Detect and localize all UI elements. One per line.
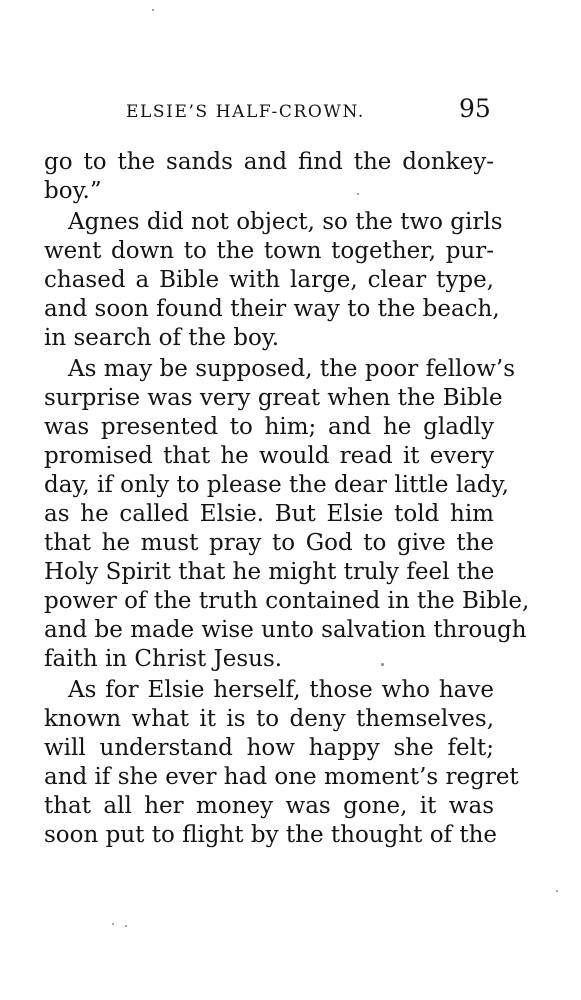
text-line: As may be supposed, the poor fellow’s <box>68 356 516 382</box>
text-line: boy.” <box>44 178 102 204</box>
page-number: 95 <box>459 94 491 123</box>
text-line: went down to the town together, pur- <box>44 238 494 264</box>
text-line: and be made wise unto salvation through <box>44 617 527 643</box>
running-title: ELSIE’S HALF-CROWN. <box>126 102 365 122</box>
text-line: will understand how happy she felt; <box>44 735 494 761</box>
scan-speck <box>556 890 558 892</box>
text-line: in search of the boy. <box>44 325 280 351</box>
paragraph-2 <box>44 208 503 353</box>
text-line: as he called Elsie. But Elsie told him <box>44 501 494 527</box>
text-line: day, if only to please the dear little lady, <box>44 472 509 498</box>
text-line: As for Elsie herself, those who have <box>68 677 494 703</box>
text-line: was presented to him; and he gladly <box>44 414 494 440</box>
scan-speck <box>381 663 384 666</box>
text-line: chased a Bible with large, clear type, <box>44 267 494 293</box>
text-line: surprise was very great when the Bible <box>44 385 503 411</box>
body-text <box>44 148 530 850</box>
paragraph-3 <box>44 355 530 674</box>
text-line: and soon found their way to the beach, <box>44 296 500 322</box>
text-line: power of the truth contained in the Bible, <box>44 588 530 614</box>
text-line: and if she ever had one moment’s regret <box>44 764 519 790</box>
paragraph-1 <box>44 148 494 206</box>
scan-speck <box>125 925 127 927</box>
text-line: Holy Spirit that he might truly feel the <box>44 559 495 585</box>
running-head <box>0 96 581 132</box>
text-line: known what it is to deny themselves, <box>44 706 494 732</box>
text-line: faith in Christ Jesus. <box>44 646 283 672</box>
text-line: promised that he would read it every <box>44 443 494 469</box>
scan-speck <box>152 9 154 11</box>
text-line: soon put to flight by the thought of the <box>44 822 498 848</box>
text-line: that all her money was gone, it was <box>44 793 494 819</box>
scan-speck <box>357 193 359 195</box>
paragraph-4 <box>44 676 519 850</box>
scan-speck <box>112 923 114 925</box>
text-line: go to the sands and find the donkey- <box>44 149 494 175</box>
text-line: that he must pray to God to give the <box>44 530 494 556</box>
text-line: Agnes did not object, so the two girls <box>68 209 503 235</box>
